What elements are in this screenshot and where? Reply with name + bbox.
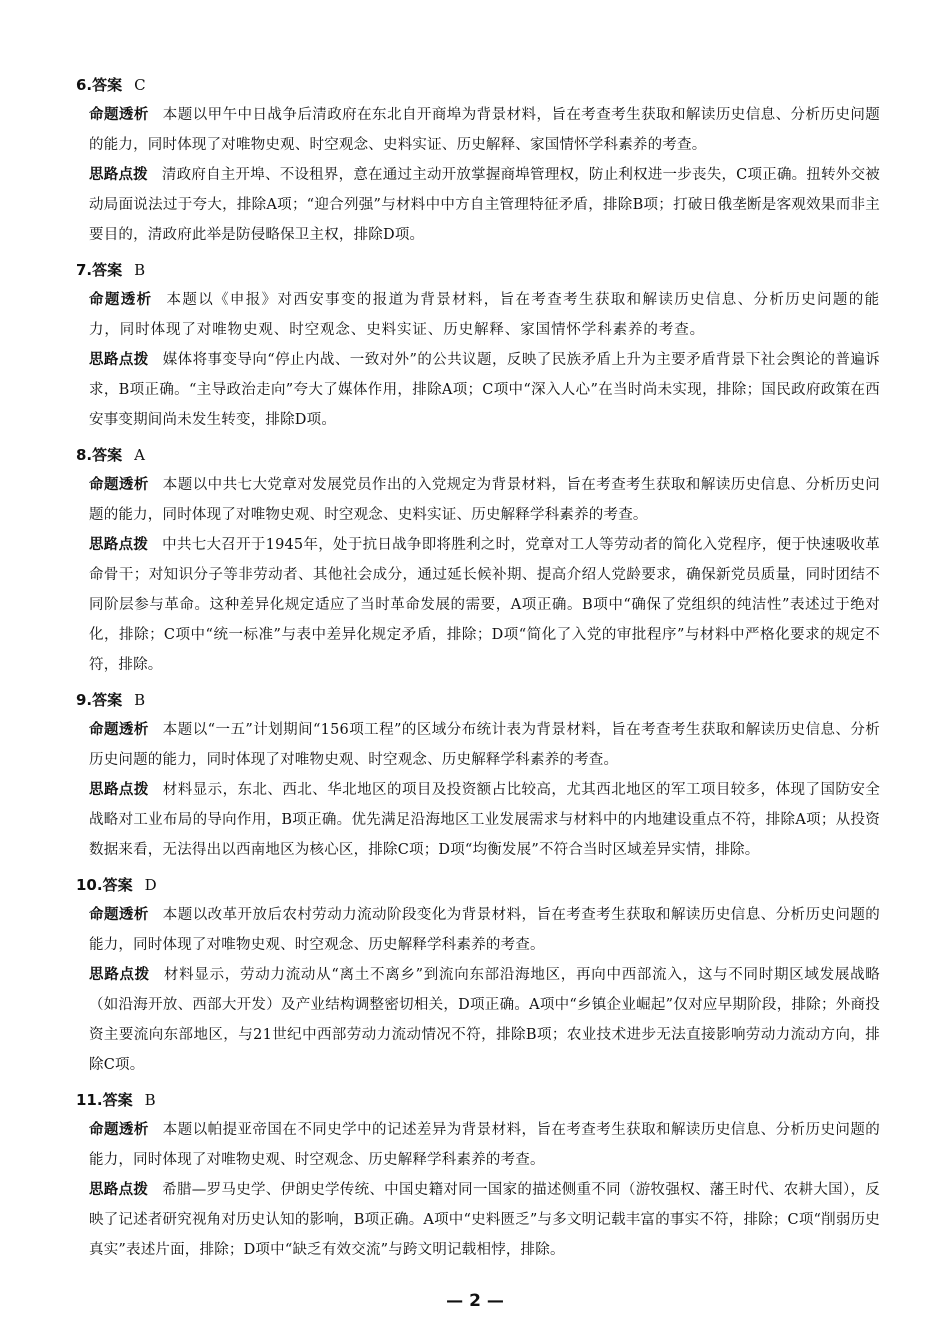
question-number: 10. [76,876,103,894]
hint-label: 思路点拨 [89,967,150,983]
analysis-paragraph [76,900,880,960]
question-header [76,255,880,285]
hint-text: 中共七大召开于1945年，处于抗日战争即将胜利之时，党章对工人等劳动者的简化入党程序，便于快速吸收革命骨干；对知识分子等非劳动者、其他社会成分，通过延长候补期、提高介绍人党龄要求，确保新党员质量，同时团结不同阶层参与革命。这种差异化规定适应了当时革命发展的需要，A项正确。B项中“确保了党组织的纯洁性”表述过于绝对化，排除；C项中“统一标准”与表中差异化规定矛盾，排除；D项“简化了入党的审批程序”与材料中严格化要求的规定不符，排除。 [89,537,880,673]
analysis-paragraph [76,1115,880,1175]
question-7 [76,255,880,435]
answer-label: 答案 [92,261,123,279]
analysis-text: 本题以帕提亚帝国在不同史学中的记述差异为背景材料，旨在考查考生获取和解读历史信息、分析历史问题的能力，同时体现了对唯物史观、时空观念、历史解释学科素养的考查。 [89,1122,880,1168]
analysis-text: 本题以“一五”计划期间“156项工程”的区域分布统计表为背景材料，旨在考查考生获取和解读历史信息、分析历史问题的能力，同时体现了对唯物史观、时空观念、历史解释学科素养的考查。 [89,722,880,768]
analysis-text: 本题以改革开放后农村劳动力流动阶段变化为背景材料，旨在考查考生获取和解读历史信息、分析历史问题的能力，同时体现了对唯物史观、时空观念、历史解释学科素养的考查。 [89,907,880,953]
hint-paragraph [76,960,880,1080]
answer-label: 答案 [102,1091,133,1109]
question-11 [76,1085,880,1265]
analysis-label: 命题透析 [89,292,153,308]
answer-letter: B [134,691,146,709]
hint-label: 思路点拨 [89,1182,149,1198]
hint-label: 思路点拨 [89,352,149,368]
question-9 [76,685,880,865]
question-number: 8. [76,446,93,464]
hint-text: 材料显示，东北、西北、华北地区的项目及投资额占比较高，尤其西北地区的军工项目较多，体现了国防安全战略对工业布局的导向作用，B项正确。优先满足沿海地区工业发展需求与材料中的内地建设重点不符，排除A项；从投资数据来看，无法得出以西南地区为核心区，排除C项；D项“均衡发展”不符合当时区域差异实情，排除。 [89,782,880,858]
hint-label: 思路点拨 [89,782,149,798]
question-8 [76,440,880,680]
hint-label: 思路点拨 [89,167,148,183]
hint-paragraph [76,345,880,435]
hint-text: 媒体将事变导向“停止内战、一致对外”的公共议题，反映了民族矛盾上升为主要矛盾背景下社会舆论的普遍诉求，B项正确。“主导政治走向”夸大了媒体作用，排除A项；C项中“深入人心”在当时尚未实现，排除；国民政府政策在西安事变期间尚未发生转变，排除D项。 [89,352,880,428]
question-10 [76,870,880,1080]
question-header [76,440,880,470]
hint-paragraph [76,530,880,680]
hint-text: 清政府自主开埠、不设租界，意在通过主动开放掌握商埠管理权，防止利权进一步丧失，C项正确。扭转外交被动局面说法过于夸大，排除A项；“迎合列强”与材料中中方自主管理特征矛盾，排除B项；打破日俄垄断是客观效果而非主要目的，清政府此举是防侵略保卫主权，排除D项。 [89,167,880,243]
question-header [76,870,880,900]
hint-text: 材料显示，劳动力流动从“离土不离乡”到流向东部沿海地区，再向中西部流入，这与不同时期区域发展战略（如沿海开放、西部大开发）及产业结构调整密切相关，D项正确。A项中“乡镇企业崛起”仅对应早期阶段，排除；外商投资主要流向东部地区，与21世纪中西部劳动力流动情况不符，排除B项；农业技术进步无法直接影响劳动力流动方向，排除C项。 [89,967,880,1073]
answer-label: 答案 [92,76,123,94]
analysis-label: 命题透析 [89,477,149,493]
answer-letter: B [144,1091,156,1109]
answer-label: 答案 [92,446,123,464]
hint-label: 思路点拨 [89,537,149,553]
question-number: 6. [76,76,93,94]
analysis-text: 本题以中共七大党章对发展党员作出的入党规定为背景材料，旨在考查考生获取和解读历史信息、分析历史问题的能力，同时体现了对唯物史观、时空观念、史料实证、历史解释学科素养的考查。 [89,477,880,523]
answer-letter: A [134,446,145,464]
analysis-label: 命题透析 [89,107,149,123]
analysis-paragraph [76,715,880,775]
question-header [76,1085,880,1115]
answer-letter: B [134,261,146,279]
analysis-text: 本题以《申报》对西安事变的报道为背景材料，旨在考查考生获取和解读历史信息、分析历史问题的能力，同时体现了对唯物史观、时空观念、史料实证、历史解释、家国情怀学科素养的考查。 [89,292,880,338]
hint-paragraph [76,775,880,865]
question-header [76,685,880,715]
analysis-label: 命题透析 [89,1122,149,1138]
answer-label: 答案 [92,691,123,709]
answer-label: 答案 [102,876,133,894]
analysis-label: 命题透析 [89,907,149,923]
hint-text: 希腊—罗马史学、伊朗史学传统、中国史籍对同一国家的描述侧重不同（游牧强权、藩王时代、农耕大国），反映了记述者研究视角对历史认知的影响，B项正确。A项中“史料匮乏”与多文明记载丰富的事实不符，排除；C项“削弱历史真实”表述片面，排除；D项中“缺乏有效交流”与跨文明记载相悖，排除。 [89,1182,880,1258]
answer-letter: D [144,876,157,894]
analysis-text: 本题以甲午中日战争后清政府在东北自开商埠为背景材料，旨在考查考生获取和解读历史信息、分析历史问题的能力，同时体现了对唯物史观、时空观念、史料实证、历史解释、家国情怀学科素养的考查。 [89,107,880,153]
answer-letter: C [134,76,146,94]
question-number: 7. [76,261,93,279]
analysis-paragraph [76,470,880,530]
question-number: 9. [76,691,93,709]
question-number: 11. [76,1091,103,1109]
page-number: — 2 — [446,1291,504,1311]
hint-paragraph [76,160,880,250]
answer-list [76,70,880,1270]
analysis-label: 命题透析 [89,722,149,738]
hint-paragraph [76,1175,880,1265]
analysis-paragraph [76,285,880,345]
analysis-paragraph [76,100,880,160]
question-6 [76,70,880,250]
question-header [76,70,880,100]
